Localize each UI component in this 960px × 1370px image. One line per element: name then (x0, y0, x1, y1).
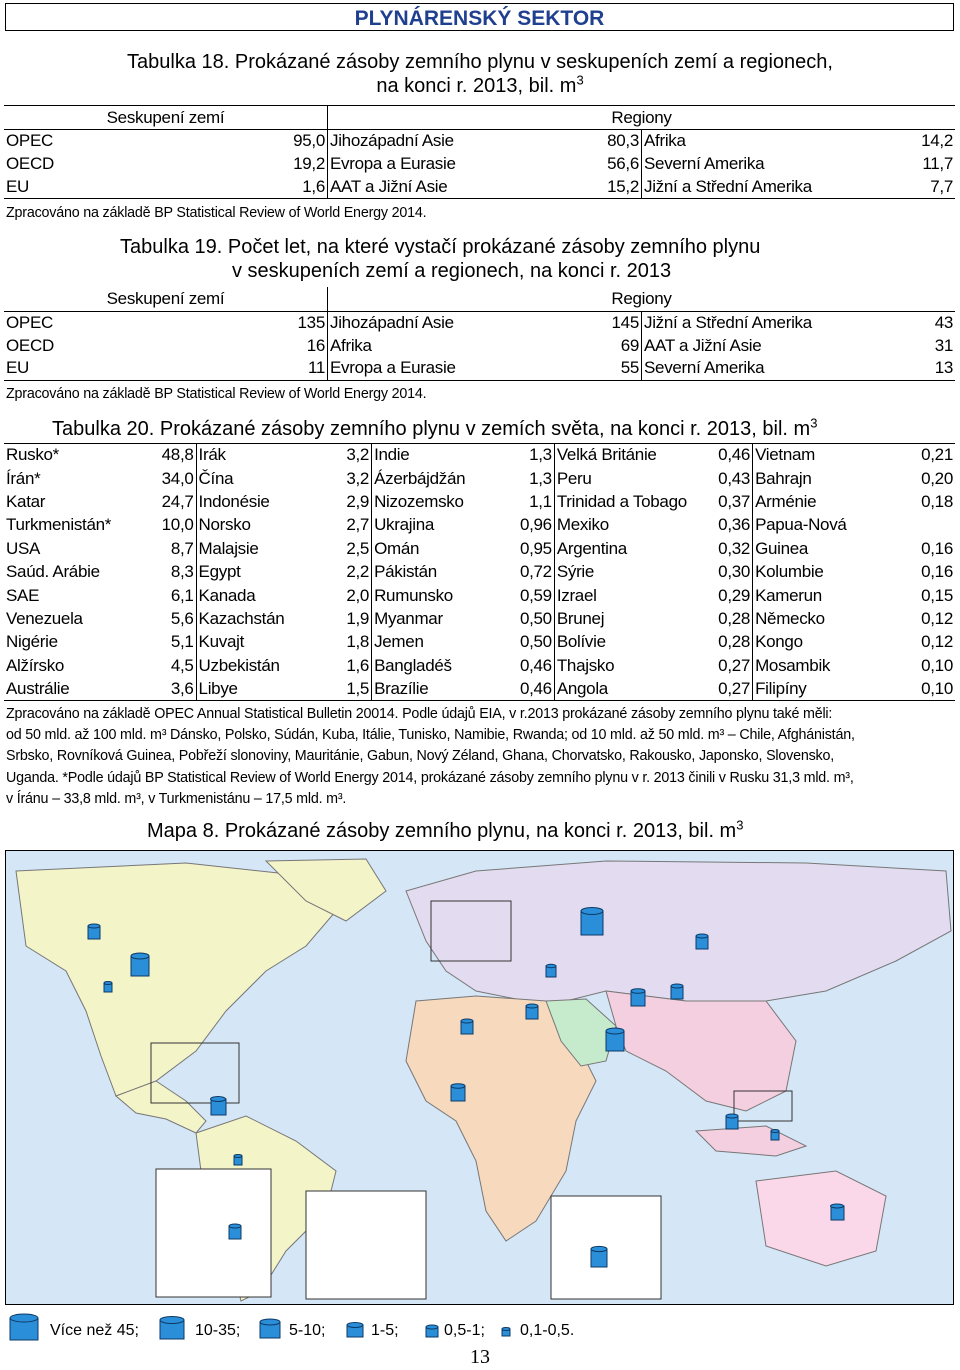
cell: 1,5 (320, 677, 372, 700)
cylinder-icon (671, 984, 683, 999)
cell: 1,9 (320, 607, 372, 630)
table19-col-region: Regiony (611, 288, 672, 308)
cylinder-icon (131, 953, 149, 976)
cell: Austrálie (6, 678, 70, 698)
cell: Egypt (198, 562, 241, 582)
cell: Evropa a Eurasie (330, 154, 456, 173)
cylinder-icon (234, 1155, 242, 1166)
cylinder-icon (726, 1114, 738, 1129)
cell: 0,28 (699, 607, 753, 630)
cell: Jihozápadní Asie (330, 312, 454, 332)
cell: 5,6 (138, 607, 196, 630)
cell: 3,6 (138, 677, 196, 700)
cylinder-icon (424, 1324, 440, 1339)
cell: 1,3 (501, 467, 555, 490)
cell: Sýrie (556, 562, 595, 582)
legend-label: 0,1-0,5. (520, 1322, 575, 1339)
cell: 0,43 (699, 467, 753, 490)
table20-note-line3: Srbsko, Rovníková Guinea, Pobřeží slonoviny, Mauritánie, Gabun, Nový Zéland, Ghana, Chorvatsko, Rakousko, Japonsko, Slovensko, (6, 748, 835, 764)
table18-title-line2 (0, 72, 960, 98)
cell: Jižní a Střední Amerika (644, 176, 812, 196)
table20 (4, 443, 955, 701)
cell: 3,2 (320, 444, 372, 467)
cell: Kanada (198, 585, 256, 605)
cell: 34,0 (138, 467, 196, 490)
cylinder-icon (526, 1004, 538, 1019)
cell: Kongo (755, 632, 803, 652)
cell: 0,50 (501, 607, 555, 630)
cell: Katar (6, 491, 46, 511)
cell: 0,16 (921, 538, 953, 558)
cell: OPEC (6, 312, 53, 332)
cell: Bolívie (556, 632, 606, 652)
cell (897, 514, 955, 537)
cylinder-icon (831, 1204, 845, 1220)
cell: 0,28 (699, 631, 753, 654)
table-row (4, 677, 955, 700)
cell: 145 (552, 311, 642, 334)
cell: Irák (198, 445, 226, 465)
cell: Severní Amerika (644, 154, 765, 173)
region-indonesia (696, 1126, 806, 1156)
cell: Malajsie (198, 538, 259, 558)
cell: 11 (242, 357, 328, 380)
cell: Kuvajt (198, 632, 244, 652)
cell: 0,46 (501, 654, 555, 677)
cell: Papua-Nová (755, 515, 847, 535)
table18-source: Zpracováno na základě BP Statistical Review of World Energy 2014. (6, 205, 427, 221)
cylinder-icon (451, 1084, 465, 1101)
cell: 0,46 (699, 444, 753, 467)
table18 (4, 105, 955, 199)
cell: 4,5 (138, 654, 196, 677)
cell: 7,7 (930, 176, 953, 196)
cell: 0,36 (699, 514, 753, 537)
cell: 2,2 (320, 560, 372, 583)
table-row (4, 514, 955, 537)
cell: Jemen (374, 632, 424, 652)
cell: Írán* (6, 468, 41, 488)
cylinder-icon (581, 908, 603, 936)
cell: EU (6, 176, 30, 196)
cell: OPEC (6, 131, 53, 151)
cell: Saúd. Arábie (6, 562, 100, 582)
cylinder-icon (258, 1318, 282, 1340)
region-north-america (16, 863, 336, 1096)
table-row (4, 153, 955, 176)
cell: Německo (755, 608, 825, 628)
cell: Vietnam (755, 445, 816, 465)
cylinder-icon (229, 1224, 241, 1239)
cell: Trinidad a Tobago (556, 491, 687, 511)
world-map (5, 850, 954, 1305)
cell: 11,7 (922, 154, 953, 173)
table18-title-line1: Tabulka 18. Prokázané zásoby zemního plynu v seskupeních zemí a regionech, (127, 51, 833, 73)
cell: 1,6 (320, 654, 372, 677)
table-row (4, 560, 955, 583)
table-row (4, 311, 955, 334)
table-row (4, 490, 955, 513)
cell: Rusko* (6, 445, 60, 465)
cell: 16 (242, 334, 328, 357)
cell: Pákistán (374, 562, 437, 582)
table18-col-group: Seskupení zemí (4, 106, 328, 130)
cell: 80,3 (552, 130, 642, 153)
table19-title-line1: Tabulka 19. Počet let, na které vystačí prokázané zásoby zemního plynu (120, 236, 761, 258)
cell: 0,46 (501, 677, 555, 700)
map-legend (0, 1318, 960, 1348)
cell: 0,16 (921, 562, 953, 582)
legend-label: Více než 45; (50, 1322, 139, 1339)
legend-label: 10-35; (195, 1322, 241, 1339)
cylinder-icon (8, 1313, 40, 1343)
section-header: PLYNÁRENSKÝ SEKTOR (5, 3, 954, 31)
cell: 0,27 (699, 677, 753, 700)
table-row (4, 467, 955, 490)
cell: Kolumbie (755, 562, 824, 582)
cell: 1,6 (242, 176, 328, 199)
cell: 0,32 (699, 537, 753, 560)
cell: Bangladéš (374, 655, 452, 675)
cell: Bahrajn (755, 468, 812, 488)
cell: Severní Amerika (644, 358, 765, 378)
table-row (4, 631, 955, 654)
cylinder-icon (158, 1315, 186, 1341)
table19-source: Zpracováno na základě BP Statistical Review of World Energy 2014. (6, 386, 427, 402)
cell: 0,95 (501, 537, 555, 560)
cell: 6,1 (138, 584, 196, 607)
cell: 0,15 (921, 585, 953, 605)
legend-label: 5-10; (289, 1322, 326, 1339)
table-row (4, 537, 955, 560)
table18-title-text: na konci r. 2013, bil. m (376, 75, 577, 97)
cell: Nigérie (6, 632, 58, 652)
cell: Ázerbájdžán (374, 468, 466, 488)
cell: EU (6, 358, 30, 378)
cell: 13 (934, 358, 953, 378)
cell: 0,59 (501, 584, 555, 607)
cell: 0,37 (699, 490, 753, 513)
cell: 14,2 (921, 131, 953, 151)
cell: 0,27 (699, 654, 753, 677)
cell: Peru (556, 468, 592, 488)
cylinder-icon (591, 1246, 607, 1267)
cell: Brazílie (374, 678, 429, 698)
cell: AAT a Jižní Asie (644, 335, 762, 355)
cell: 56,6 (552, 153, 642, 176)
cell: Libye (198, 678, 238, 698)
cell: Izrael (556, 585, 597, 605)
map-title-text: Mapa 8. Prokázané zásoby zemního plynu, na konci r. 2013, bil. m (147, 820, 737, 842)
cell: USA (6, 538, 41, 558)
region-australia (756, 1171, 886, 1266)
cell: 3,2 (320, 467, 372, 490)
table20-note-line5: v Íránu – 33,8 mld. m³, v Turkmenistánu – 17,5 mld. m³. (6, 791, 347, 807)
cell: 19,2 (242, 153, 328, 176)
cell: 95,0 (242, 130, 328, 153)
cell: Mexiko (556, 515, 609, 535)
cell: 0,18 (921, 491, 953, 511)
cell: 31 (934, 335, 953, 355)
table20-note-line1: Zpracováno na základě OPEC Annual Statistical Bulletin 20014. Podle údajů EIA, v r.2013 prokázané zásoby zemního plynu také měli: (6, 706, 833, 722)
region-asia (606, 991, 796, 1111)
table20-title-sup: 3 (810, 415, 818, 431)
cell: 5,1 (138, 631, 196, 654)
cell: Alžírsko (6, 655, 65, 675)
cell: Jihozápadní Asie (330, 131, 454, 151)
cell: Indonésie (198, 491, 270, 511)
cell: Myanmar (374, 608, 443, 628)
cell: 2,7 (320, 514, 372, 537)
table20-note-line2: od 50 mld. až 100 mld. m³ Dánsko, Polsko, Súdán, Kuba, Itálie, Tunisko, Namibie, Rwanda; od 10 mld. až 50 mld. m³ – Chile, Afghánistán, (6, 727, 855, 743)
cell: Afrika (330, 335, 372, 355)
cylinder-icon (88, 924, 100, 939)
cell: 0,30 (699, 560, 753, 583)
cell: 0,12 (921, 608, 953, 628)
cell: 135 (242, 311, 328, 334)
cell: Afrika (644, 131, 686, 151)
cell: 2,0 (320, 584, 372, 607)
table19-col-group: Seskupení zemí (4, 287, 328, 311)
world-map-svg (6, 851, 954, 1305)
cell: 2,5 (320, 537, 372, 560)
cell: 1,8 (320, 631, 372, 654)
cell: 0,50 (501, 631, 555, 654)
table19-title-line2: v seskupeních zemí a regionech, na konci r. 2013 (232, 260, 672, 282)
cell: Čína (198, 468, 234, 488)
table18-title-sup: 3 (576, 72, 584, 88)
cell: Filipíny (755, 678, 807, 698)
cell: 2,9 (320, 490, 372, 513)
cell: 69 (552, 334, 642, 357)
cylinder-icon (461, 1019, 473, 1034)
cell: Velká Británie (556, 445, 657, 465)
cell: Mosambik (755, 655, 831, 675)
cell: Guinea (755, 538, 809, 558)
cell: 0,72 (501, 560, 555, 583)
cell: 24,7 (138, 490, 196, 513)
table-row (4, 607, 955, 630)
table19 (4, 287, 955, 381)
cylinder-icon (771, 1130, 779, 1141)
legend-label: 0,5-1; (444, 1322, 485, 1339)
cell: Venezuela (6, 608, 83, 628)
cell: Nizozemsko (374, 491, 464, 511)
table-row (4, 334, 955, 357)
table-row (4, 357, 955, 380)
cylinder-icon (631, 989, 645, 1006)
table20-title-text: Tabulka 20. Prokázané zásoby zemního plynu v zemích světa, na konci r. 2013, bil. m (52, 418, 811, 440)
cell: Norsko (198, 515, 251, 535)
cylinder-icon (546, 964, 556, 977)
cell: Brunej (556, 608, 605, 628)
cell: 8,3 (138, 560, 196, 583)
cell: 15,2 (552, 176, 642, 199)
cell: 8,7 (138, 537, 196, 560)
table-row (4, 444, 955, 467)
cell: Rumunsko (374, 585, 453, 605)
cell: 0,96 (501, 514, 555, 537)
cylinder-icon (104, 982, 112, 993)
page-number: 13 (470, 1346, 490, 1368)
cell: Arménie (755, 491, 817, 511)
cylinder-icon (606, 1028, 624, 1051)
cell: 55 (552, 357, 642, 380)
cell: 0,12 (921, 632, 953, 652)
cell: AAT a Jižní Asie (330, 176, 448, 196)
cell: 0,20 (921, 468, 953, 488)
map-title-sup: 3 (736, 817, 744, 833)
cell: Thajsko (556, 655, 615, 675)
cell: 1,3 (501, 444, 555, 467)
cell: 48,8 (138, 444, 196, 467)
table-row (4, 584, 955, 607)
region-eurasia (406, 861, 951, 1001)
cell: Uzbekistán (198, 655, 280, 675)
cell: Evropa a Eurasie (330, 358, 456, 378)
caribbean-detail-box (156, 1169, 271, 1297)
cell: Kamerun (755, 585, 822, 605)
cell: OECD (6, 335, 54, 355)
cell: Kazachstán (198, 608, 285, 628)
cylinder-icon (211, 1097, 227, 1116)
legend-label: 1-5; (371, 1322, 399, 1339)
table-row (4, 654, 955, 677)
cell: Ukrajina (374, 515, 435, 535)
table-row (4, 176, 955, 199)
cell: 0,29 (699, 584, 753, 607)
cell: Omán (374, 538, 420, 558)
table18-col-region: Regiony (611, 107, 672, 127)
cell: 10,0 (138, 514, 196, 537)
cell: OECD (6, 154, 54, 173)
cell: 43 (934, 312, 953, 332)
cell: Turkmenistán* (6, 515, 112, 535)
cell: SAE (6, 585, 40, 605)
persian-gulf-detail-box (306, 1191, 426, 1299)
map-title (147, 817, 744, 843)
cell: Argentina (556, 538, 627, 558)
cell: 0,10 (921, 655, 953, 675)
table-row (4, 130, 955, 153)
table20-title (52, 415, 818, 441)
table20-note-line4: Uganda. *Podle údajů BP Statistical Review of World Energy 2014, prokázané zásoby zemního plynu v r. 2013 činili v Rusku 31,3 mld. m³, (6, 770, 854, 786)
cylinder-icon (345, 1321, 365, 1339)
cell: 0,10 (921, 678, 953, 698)
cylinder-icon (500, 1326, 512, 1338)
cylinder-icon (696, 934, 708, 949)
cell: Jižní a Střední Amerika (644, 312, 812, 332)
cell: 0,21 (921, 445, 953, 465)
cell: Angola (556, 678, 608, 698)
cell: 1,1 (501, 490, 555, 513)
cell: Indie (374, 445, 410, 465)
